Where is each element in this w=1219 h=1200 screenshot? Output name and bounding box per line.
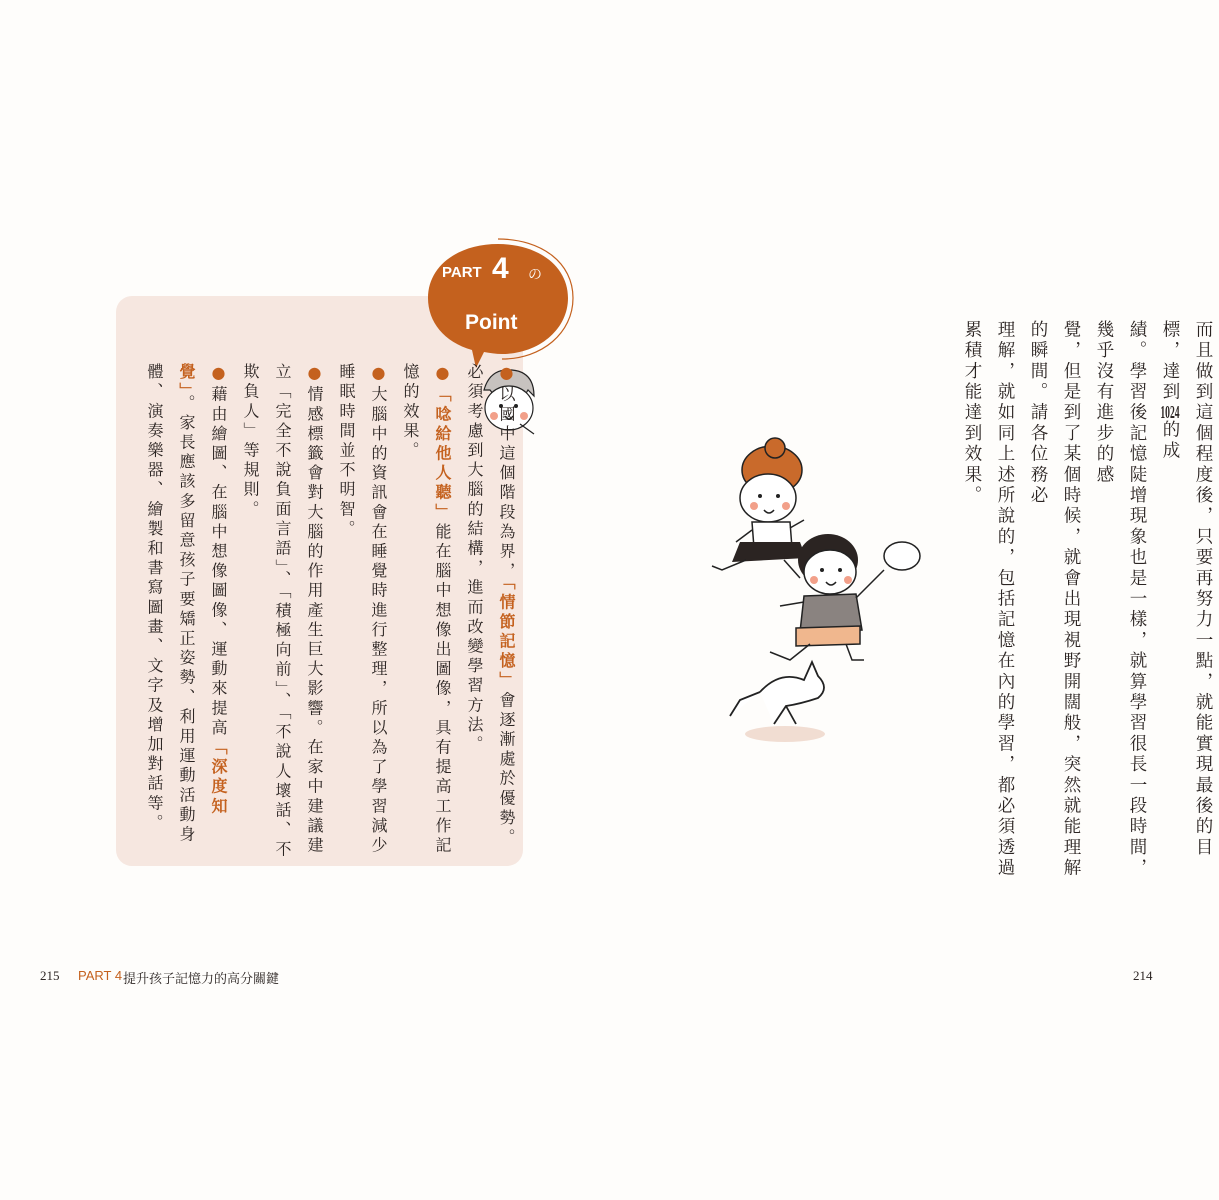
badge-no: の <box>528 267 542 283</box>
point-item-2: ●「唸給他人聽」能在腦中想像出圖像，具有提高工作記憶的效果。 <box>401 363 452 857</box>
body-column-3: 覺，但是到了某個時候，就會出現視野開闊般，突然就能理解的瞬間。請各位務必 <box>1028 320 1081 879</box>
badge-part-label: PART <box>442 264 482 281</box>
page-number-left: 215 <box>40 968 60 983</box>
bullet-dot-icon: ● <box>209 363 228 386</box>
point-list <box>138 363 522 863</box>
bullet-dot-icon: ● <box>369 363 388 386</box>
badge-point-label: Point <box>465 311 518 334</box>
body-text <box>955 320 1219 880</box>
point-item-4: ●情感標籤會對大腦的作用產生巨大影響。在家中建議建立「完全不說負面言語」、「積極向前」、「不說人壞話、不欺負人」等規則。 <box>241 363 324 861</box>
highlight-number: 1024 <box>1160 402 1180 421</box>
footer-chapter-title: 提升孩子記憶力的高分關鍵 <box>123 972 280 987</box>
page-number-right: 214 <box>1133 968 1153 983</box>
body-column-4: 理解，就如同上述所說的，包括記憶在內的學習，都必須透過累積才能達到效果。 <box>962 320 1015 879</box>
bullet-dot-icon: ● <box>433 363 452 386</box>
bullet-dot-icon: ● <box>305 363 324 386</box>
footer-part-label: PART 4 <box>78 968 123 983</box>
point-item-5: ●藉由繪圖、在腦中想像圖像、運動來提高「深度知覺」。家長應該多留意孩子要矯正姿勢、利用運動活動身體、演奏樂器、繪製和書寫圖畫、文字及增加對話等。 <box>145 363 228 846</box>
badge-part-number: 4 <box>492 252 509 285</box>
running-children-illustration <box>700 430 940 750</box>
point-item-3: ●大腦中的資訊會在睡覺時進行整理，所以為了學習減少睡眠時間並不明智。 <box>337 363 388 857</box>
body-column-1: 而且做到這個程度後，只要再努力一點，就能實現最後的目標，達到1024的成 <box>1160 320 1213 859</box>
point-item-1: ●以國中這個階段為界，「情節記憶」會逐漸處於優勢。必須考慮到大腦的結構，進而改變學習方法。 <box>465 363 516 849</box>
body-column-2: 績。學習後記憶陡增現象也是一樣，就算學習很長一段時間，幾乎沒有進步的感 <box>1094 320 1147 879</box>
bullet-dot-icon: ● <box>497 363 516 386</box>
